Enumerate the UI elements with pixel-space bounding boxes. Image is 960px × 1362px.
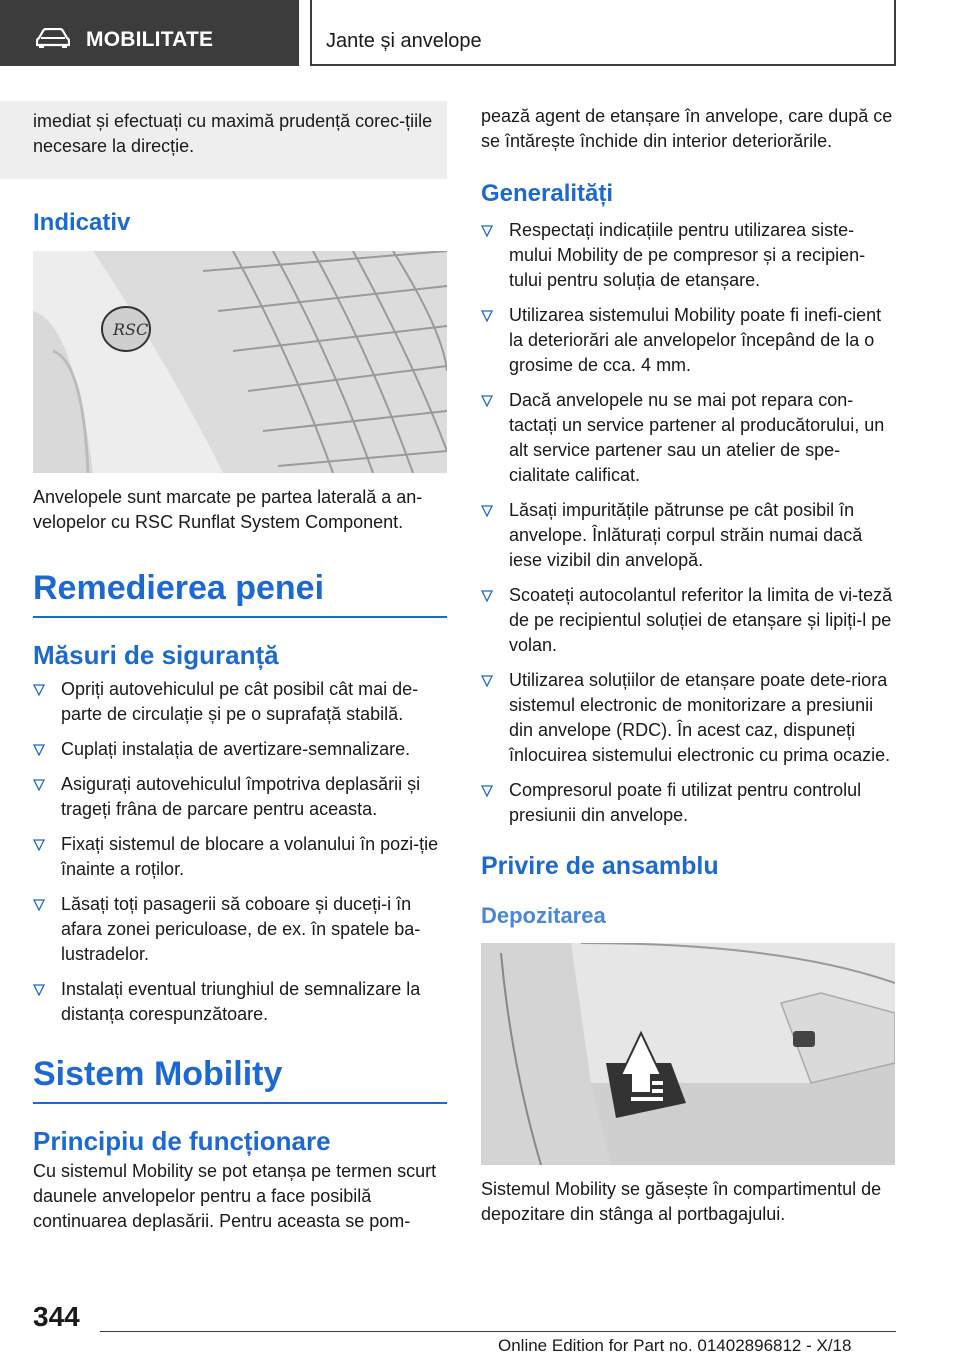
list-item: Lăsați toți pasagerii să coboare și duceți-i în afara zonei periculoase, de ex. în spatele ba-lustradelor. — [33, 892, 447, 967]
section-tab — [0, 0, 299, 66]
triangle-bullet-icon — [33, 779, 45, 791]
continuation-text: pează agent de etanșare în anvelope, care după ce se întărește închide din interior deteriorările. — [481, 106, 893, 151]
masuri-heading: Măsuri de siguranță — [33, 640, 279, 670]
list-item: Cuplați instalația de avertizare-semnalizare. — [33, 737, 447, 762]
triangle-bullet-icon — [481, 505, 493, 517]
triangle-bullet-icon — [33, 984, 45, 996]
indicativ-caption: Anvelopele sunt marcate pe partea laterală a an-velopelor cu RSC Runflat System Component. — [33, 487, 423, 532]
note-box — [0, 101, 447, 179]
triangle-bullet-icon — [33, 684, 45, 696]
depozitarea-heading: Depozitarea — [481, 903, 606, 928]
left-column — [33, 101, 447, 1234]
list-item: Utilizarea sistemului Mobility poate fi inefi-cient la deteriorări ale anvelopelor începând de la o grosime de cca. 4 mm. — [481, 303, 895, 378]
list-item: Utilizarea soluțiilor de etanșare poate dete-riora sistemul electronic de monitorizare a presiunii din anvelope (RDC). În acest caz, dispuneți înlocuirea sistemului electronic cu prima ocazie. — [481, 668, 895, 768]
triangle-bullet-icon — [481, 785, 493, 797]
privire-heading: Privire de ansamblu — [481, 852, 719, 880]
tire-illustration-svg — [33, 251, 447, 473]
triangle-bullet-icon — [33, 899, 45, 911]
trunk-storage-illustration — [481, 943, 895, 1165]
list-item: Lăsați impuritățile pătrunse pe cât posibil în anvelope. Înlăturați corpul străin numai dacă iese vizibil din anvelopă. — [481, 498, 895, 573]
list-item: Scoateți autocolantul referitor la limita de vi-teză de pe recipientul soluției de etanșare și lipiți-l pe volan. — [481, 583, 895, 658]
trunk-illustration-svg — [481, 943, 895, 1165]
list-item: Asigurați autovehiculul împotriva deplasării și trageți frâna de parcare pentru aceasta. — [33, 772, 447, 822]
principiu-text: Cu sistemul Mobility se pot etanșa pe termen scurt daunele anvelopelor pentru a face posibilă continuarea deplasării. Pentru aceasta se pom- — [33, 1161, 437, 1231]
principiu-heading: Principiu de funcționare — [33, 1126, 331, 1156]
triangle-bullet-icon — [481, 395, 493, 407]
triangle-bullet-icon — [481, 310, 493, 322]
masuri-list — [33, 677, 447, 1027]
svg-text:RSC: RSC — [113, 320, 149, 339]
chapter-tab — [310, 0, 896, 66]
depozitarea-caption: Sistemul Mobility se găsește în compartimentul de depozitare din stânga al portbagajului. — [481, 1179, 882, 1224]
remedierea-heading: Remedierea penei — [33, 569, 447, 618]
list-item: Compresorul poate fi utilizat pentru controlul presiunii din anvelope. — [481, 778, 895, 828]
list-item: Instalați eventual triunghiul de semnalizare la distanța corespunzătoare. — [33, 977, 447, 1027]
triangle-bullet-icon — [481, 225, 493, 237]
car-icon — [36, 28, 70, 48]
generalitati-list — [481, 218, 895, 828]
triangle-bullet-icon — [481, 675, 493, 687]
list-item: Respectați indicațiile pentru utilizarea siste-mului Mobility de pe compresor și a recipien-tului pentru soluția de etanșare. — [481, 218, 895, 293]
chapter-title: Jante și anvelope — [326, 30, 482, 52]
list-item: Opriți autovehiculul pe cât posibil cât mai de-parte de circulație și pe o suprafață stabilă. — [33, 677, 447, 727]
indicativ-heading: Indicativ — [33, 209, 131, 236]
right-column — [481, 101, 895, 1227]
footer-divider — [100, 1331, 896, 1332]
page-header — [0, 0, 960, 66]
list-item: Dacă anvelopele nu se mai pot repara con-tactați un service partener al producătorului, un alt service partener sau un atelier de spe-cialitate calificat. — [481, 388, 895, 488]
list-item: Fixați sistemul de blocare a volanului în pozi-ție înainte a roților. — [33, 832, 447, 882]
section-title: MOBILITATE — [86, 28, 214, 51]
note-text: imediat și efectuați cu maximă prudență corec-țiile necesare la direcție. — [33, 111, 433, 156]
triangle-bullet-icon — [481, 590, 493, 602]
generalitati-heading: Generalități — [481, 180, 614, 207]
mobility-heading: Sistem Mobility — [33, 1055, 447, 1104]
triangle-bullet-icon — [33, 839, 45, 851]
page-number: 344 — [33, 1301, 80, 1332]
tire-marking-illustration — [33, 251, 447, 473]
triangle-bullet-icon — [33, 744, 45, 756]
edition-text: Online Edition for Part no. 01402896812 - X/18 — [498, 1336, 852, 1355]
